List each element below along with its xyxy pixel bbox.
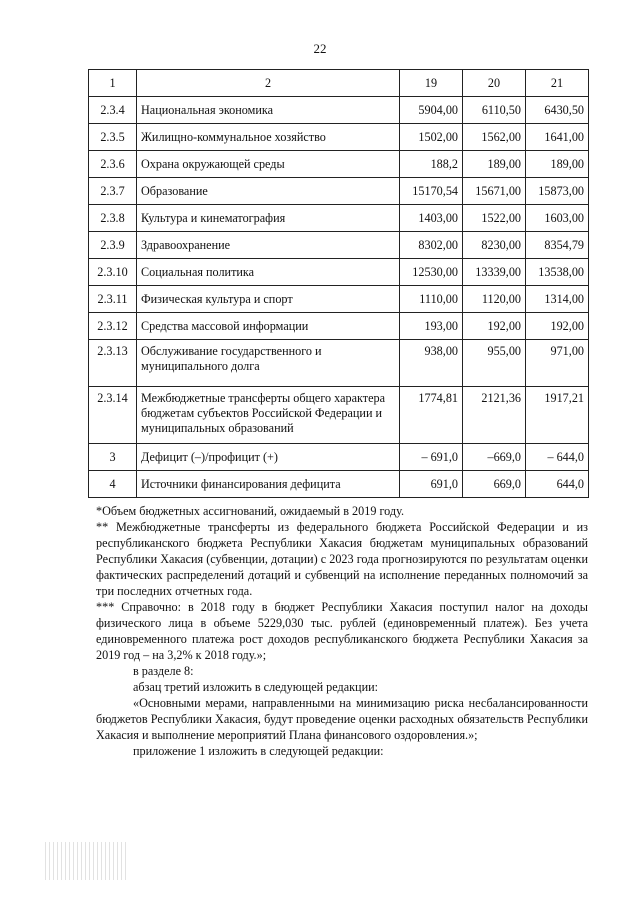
quoted-paragraph: «Основными мерами, направленными на минимизацию риска несбалансированности бюджетов Республики Хакасия, будут проведение оценки расходных обязательств Республики Хакасия и выполнение мероприятий Плана финансового оздоровления.»;: [96, 696, 588, 742]
row-name: Источники финансирования дефицита: [137, 471, 400, 498]
footnote-2: ** Межбюджетные трансферты из федерального бюджета Российской Федерации и из республиканского бюджета Республики Хакасия бюджетам муниципальных образований Республики Хакасия (субвенции, дотации) с 2023 года прогнозируются по результатам оценки фактических распределений дотаций и субвенций на исполнение переданных полномочий за три последних отчетных года.: [96, 520, 588, 598]
row-value-19: 691,0: [400, 471, 463, 498]
row-value-21: 1641,00: [526, 124, 589, 151]
row-value-20: 1120,00: [463, 286, 526, 313]
header-col-21: 21: [526, 70, 589, 97]
table-row: [89, 313, 589, 340]
table-row: [89, 259, 589, 286]
row-value-20: 13339,00: [463, 259, 526, 286]
row-name: Дефицит (–)/профицит (+): [137, 444, 400, 471]
row-value-21: 189,00: [526, 151, 589, 178]
row-value-19: 8302,00: [400, 232, 463, 259]
row-name: Национальная экономика: [137, 97, 400, 124]
table-row: [89, 178, 589, 205]
row-value-19: 15170,54: [400, 178, 463, 205]
row-value-19: 1110,00: [400, 286, 463, 313]
footnote-1: *Объем бюджетных ассигнований, ожидаемый в 2019 году.: [96, 504, 405, 518]
table-row: [89, 444, 589, 471]
row-value-20: 1522,00: [463, 205, 526, 232]
row-name: Межбюджетные трансферты общего характера бюджетам субъектов Российской Федерации и муниципальных образований: [137, 387, 400, 444]
row-name: Социальная политика: [137, 259, 400, 286]
row-code: 2.3.8: [89, 205, 137, 232]
row-value-20: 192,00: [463, 313, 526, 340]
row-value-19: 188,2: [400, 151, 463, 178]
table-row: [89, 286, 589, 313]
row-value-21: 644,0: [526, 471, 589, 498]
row-code: 2.3.13: [89, 340, 137, 387]
row-value-20: 1562,00: [463, 124, 526, 151]
row-value-21: 13538,00: [526, 259, 589, 286]
row-value-19: 193,00: [400, 313, 463, 340]
paragraph-3-instruction: абзац третий изложить в следующей редакции:: [133, 680, 379, 694]
row-value-21: 192,00: [526, 313, 589, 340]
row-name: Жилищно-коммунальное хозяйство: [137, 124, 400, 151]
page-number: 22: [313, 41, 327, 56]
header-col-1: 1: [89, 70, 137, 97]
table-header-row: [89, 70, 589, 97]
table-row: [89, 387, 589, 444]
row-value-21: 8354,79: [526, 232, 589, 259]
row-value-19: 938,00: [400, 340, 463, 387]
row-value-19: – 691,0: [400, 444, 463, 471]
section-8-paragraph: в разделе 8:: [133, 664, 194, 678]
header-col-19: 19: [400, 70, 463, 97]
header-col-2: 2: [137, 70, 400, 97]
row-code: 2.3.10: [89, 259, 137, 286]
row-code: 3: [89, 444, 137, 471]
scan-artifact: [45, 842, 127, 880]
row-value-20: 955,00: [463, 340, 526, 387]
row-value-21: 1917,21: [526, 387, 589, 444]
table-row: [89, 151, 589, 178]
row-value-20: 8230,00: [463, 232, 526, 259]
row-value-20: 15671,00: [463, 178, 526, 205]
row-name: Обслуживание государственного и муниципального долга: [137, 340, 400, 387]
row-value-19: 1403,00: [400, 205, 463, 232]
row-value-21: 1603,00: [526, 205, 589, 232]
row-code: 2.3.4: [89, 97, 137, 124]
row-value-19: 1774,81: [400, 387, 463, 444]
table-row: [89, 232, 589, 259]
row-code: 2.3.11: [89, 286, 137, 313]
table-row: [89, 97, 589, 124]
row-value-21: 15873,00: [526, 178, 589, 205]
budget-table: [88, 69, 589, 498]
table-row: [89, 471, 589, 498]
row-value-21: – 644,0: [526, 444, 589, 471]
row-code: 2.3.12: [89, 313, 137, 340]
header-col-20: 20: [463, 70, 526, 97]
row-code: 2.3.14: [89, 387, 137, 444]
row-value-21: 6430,50: [526, 97, 589, 124]
appendix-1-instruction: приложение 1 изложить в следующей редакции:: [133, 744, 384, 758]
row-value-20: 2121,36: [463, 387, 526, 444]
footnote-3: *** Справочно: в 2018 году в бюджет Республики Хакасия поступил налог на доходы физического лица в объеме 5229,030 тыс. рублей (единовременный платеж). Без учета единовременного платежа рост доходов республиканского бюджета Республики Хакасия за 2019 год – на 3,2% к 2018 году.»;: [96, 600, 588, 662]
row-name: Культура и кинематография: [137, 205, 400, 232]
footnotes: [96, 503, 588, 663]
table-row: [89, 340, 589, 387]
amendment-text: [96, 663, 588, 759]
row-code: 2.3.7: [89, 178, 137, 205]
row-code: 2.3.9: [89, 232, 137, 259]
row-value-20: 6110,50: [463, 97, 526, 124]
row-name: Физическая культура и спорт: [137, 286, 400, 313]
row-value-20: 669,0: [463, 471, 526, 498]
row-name: Здравоохранение: [137, 232, 400, 259]
row-value-20: –669,0: [463, 444, 526, 471]
row-name: Образование: [137, 178, 400, 205]
row-value-19: 5904,00: [400, 97, 463, 124]
row-value-19: 1502,00: [400, 124, 463, 151]
table-row: [89, 205, 589, 232]
row-code: 4: [89, 471, 137, 498]
row-code: 2.3.6: [89, 151, 137, 178]
row-name: Охрана окружающей среды: [137, 151, 400, 178]
row-value-19: 12530,00: [400, 259, 463, 286]
row-value-20: 189,00: [463, 151, 526, 178]
row-name: Средства массовой информации: [137, 313, 400, 340]
row-code: 2.3.5: [89, 124, 137, 151]
row-value-21: 971,00: [526, 340, 589, 387]
table-row: [89, 124, 589, 151]
row-value-21: 1314,00: [526, 286, 589, 313]
